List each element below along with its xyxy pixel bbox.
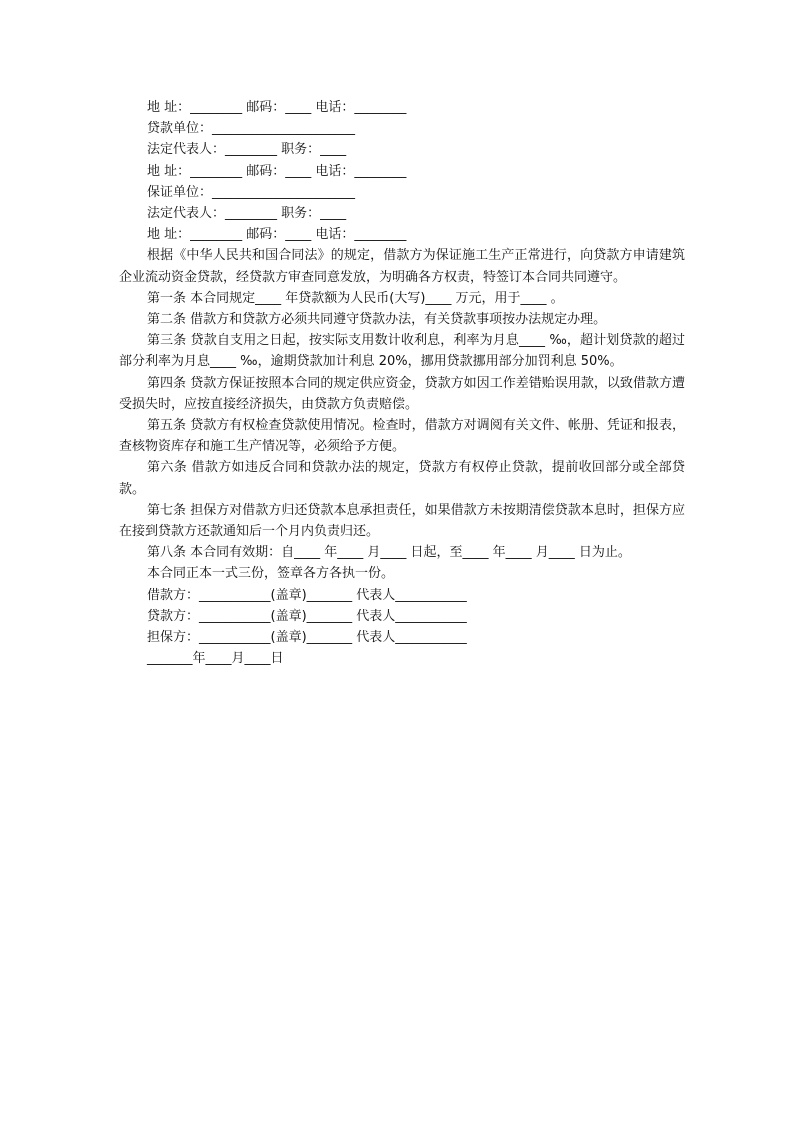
article-7: 第七条 担保方对借款方归还贷款本息承担责任，如果借款方未按期清偿贷款本息时，担保方应在接到贷款方还款通知后一个月内负责归还。: [119, 502, 685, 540]
article-4: 第四条 贷款方保证按照本合同的规定供应资金，贷款方如因工作差错贻误用款，以致借款方遭受损失时，应按直接经济损失，由贷款方负责赔偿。: [119, 375, 685, 412]
guarantor-unit-line: 保证单位：______________________: [147, 184, 356, 200]
article-2: 第二条 借款方和贷款方必须共同遵守贷款办法，有关贷款事项按办法规定办理。: [147, 312, 607, 328]
article-3: 第三条 贷款自支用之日起，按实际支用数计收利息，利率为月息____ ‰，超计划贷款的超过部分利率为月息____ ‰，逾期贷款加计利息 20%，挪用贷款挪用部分加罚利息 50%。: [119, 333, 685, 370]
article-6: 第六条 借款方如违反合同和贷款办法的规定，贷款方有权停止贷款，提前收回部分或全部贷款。: [119, 460, 685, 497]
contract-body: [119, 97, 685, 669]
date-line: _______年____月____日: [147, 651, 284, 667]
article-8: 第八条 本合同有效期：自____ 年____ 月____ 日起，至____ 年____ 月____ 日为止。: [147, 545, 631, 561]
signature-guarantor: 担保方：___________(盖章)_______ 代表人___________: [147, 630, 467, 646]
preamble-paragraph: 根据《中华人民共和国合同法》的规定，借款方为保证施工生产正常进行，向贷款方申请建筑企业流动资金贷款，经贷款方审查同意发放，为明确各方权责，特签订本合同共同遵守。: [119, 248, 685, 285]
article-5: 第五条 贷款方有权检查贷款使用情况。检查时，借款方对调阅有关文件、帐册、凭证和报表，查核物资库存和施工生产情况等，必须给予方便。: [119, 418, 685, 455]
copies-line: 本合同正本一式三份，签章各方各执一份。: [147, 566, 395, 582]
lender-unit-address-line: 地 址：________ 邮码：____ 电话：________: [147, 163, 407, 179]
guarantor-address-line: 地 址：________ 邮码：____ 电话：________: [147, 227, 407, 243]
signature-lender: 贷款方：___________(盖章)_______ 代表人___________: [147, 608, 467, 624]
lender-representative-line: 法定代表人：________ 职务：____: [147, 142, 347, 158]
article-1: 第一条 本合同规定____ 年贷款额为人民币(大写)____ 万元，用于____ 。: [147, 290, 564, 306]
signature-borrower: 借款方：___________(盖章)_______ 代表人___________: [147, 587, 467, 603]
lender-unit-line: 贷款单位：______________________: [147, 121, 356, 137]
guarantor-representative-line: 法定代表人：________ 职务：____: [147, 206, 347, 222]
lender-address-line: 地 址：________ 邮码：____ 电话：________: [147, 100, 407, 115]
